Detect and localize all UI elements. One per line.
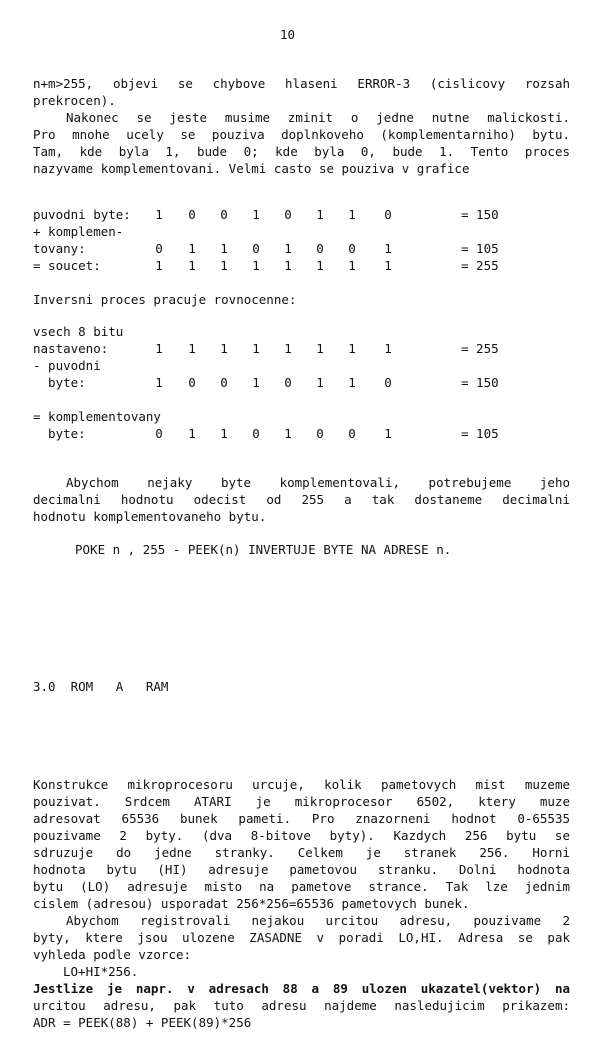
table-row — [33, 357, 573, 374]
row-result: = 255 — [461, 258, 499, 273]
text-line: cislem (adresou) usporadat 256*256=65536 pametovych bunek. — [33, 896, 470, 911]
bit-cell: 1 — [284, 426, 292, 441]
bit-cell: 1 — [188, 341, 196, 356]
table-row — [33, 425, 573, 442]
text-line: urcitou adresu, pak tuto adresu najdeme nasledujicim prikazem: — [33, 998, 570, 1013]
bit-cell: 1 — [252, 375, 260, 390]
bit-cell: 0 — [284, 375, 292, 390]
text-line: Abychom nejaky byte komplementovali, potrebujeme jeho — [66, 475, 570, 490]
table-row — [33, 223, 573, 240]
row-result: = 255 — [461, 341, 499, 356]
bit-cell: 1 — [316, 375, 324, 390]
table-row — [33, 240, 573, 257]
text-line: n+m>255, objevi se chybove hlaseni ERROR-3 (cislicovy rozsah — [33, 76, 570, 91]
bit-cell: 0 — [316, 426, 324, 441]
text-line: decimalni hodnotu odecist od 255 a tak dostaneme decimalni — [33, 492, 570, 507]
row-label: byte: — [33, 375, 86, 390]
section-heading: 3.0 ROM A RAM — [33, 679, 169, 694]
bit-cell: 1 — [220, 341, 228, 356]
bit-cell: 0 — [284, 207, 292, 222]
text-line: hodnotu komplementovaneho bytu. — [33, 509, 267, 524]
inverse-intro — [33, 291, 570, 308]
bit-cell: 0 — [252, 426, 260, 441]
table-row — [33, 206, 573, 223]
bit-cell: 1 — [348, 375, 356, 390]
text-line: pouzivat. Srdcem ATARI je mikroprocesor 6502, ktery muze — [33, 794, 570, 809]
bit-cell: 1 — [155, 258, 163, 273]
bit-cell: 1 — [284, 341, 292, 356]
bit-cell: 1 — [384, 241, 392, 256]
table-row — [33, 323, 573, 340]
bit-cell: 0 — [220, 375, 228, 390]
row-label: byte: — [33, 426, 86, 441]
text-line: Konstrukce mikroprocesoru urcuje, kolik pametovych mist muzeme — [33, 777, 570, 792]
bit-cell: 1 — [155, 375, 163, 390]
bit-cell: 1 — [316, 341, 324, 356]
bit-cell: 0 — [188, 375, 196, 390]
bit-cell: 1 — [252, 258, 260, 273]
bit-cell: 1 — [348, 341, 356, 356]
table-row — [33, 257, 573, 274]
text-line: byty, ktere jsou ulozene ZASADNE v poradi LO,HI. Adresa se pak — [33, 930, 570, 945]
bit-cell: 0 — [384, 207, 392, 222]
bit-cell: 1 — [384, 258, 392, 273]
bit-cell: 1 — [220, 426, 228, 441]
complement-paragraph — [33, 474, 570, 525]
bit-cell: 1 — [188, 258, 196, 273]
text-line: hodnota bytu (HI) adresuje pametovou stranku. Dolni hodnota — [33, 862, 570, 877]
row-result: = 105 — [461, 426, 499, 441]
bit-cell: 1 — [252, 207, 260, 222]
bit-cell: 1 — [188, 426, 196, 441]
text-line: ADR = PEEK(88) + PEEK(89)*256 — [33, 1015, 252, 1030]
row-label: nastaveno: — [33, 341, 109, 356]
bit-cell: 1 — [252, 341, 260, 356]
text-line: Tam, kde byla 1, bude 0; kde byla 0, bude 1. Tento proces — [33, 144, 570, 159]
bit-cell: 0 — [384, 375, 392, 390]
bit-cell: 0 — [155, 426, 163, 441]
row-label: puvodni byte: — [33, 207, 131, 222]
row-label: tovany: — [33, 241, 86, 256]
text-line: sdruzuje do jedne stranky. Celkem je stranek 256. Horni — [33, 845, 570, 860]
text-line: pouzivame 2 byty. (dva 8-bitove byty). Kazdych 256 bytu se — [33, 828, 570, 843]
bit-cell: 0 — [348, 426, 356, 441]
bit-cell: 0 — [188, 207, 196, 222]
table-row — [33, 408, 573, 425]
row-result: = 150 — [461, 375, 499, 390]
bit-cell: 1 — [316, 207, 324, 222]
row-label: - puvodni — [33, 358, 101, 373]
bit-cell: 1 — [316, 258, 324, 273]
table-row — [33, 374, 573, 391]
bit-cell: 1 — [188, 241, 196, 256]
text-line: LO+HI*256. — [63, 964, 139, 979]
page-number: 10 — [279, 27, 296, 42]
bit-cell: 1 — [284, 258, 292, 273]
rom-ram-paragraph — [33, 776, 570, 1031]
bit-cell: 1 — [220, 241, 228, 256]
table-row — [33, 391, 573, 408]
table-row — [33, 340, 573, 357]
text-line: nazyvame komplementovani. Velmi casto se pouziva v grafice — [33, 161, 470, 176]
text-line: Pro mnohe ucely se pouziva doplnkoveho (komplementarniho) bytu. — [33, 127, 570, 142]
text-line: bytu (LO) adresuje misto na pametove strance. Tak lze jednim — [33, 879, 570, 894]
bit-cell: 0 — [155, 241, 163, 256]
text-line: Jestlize je napr. v adresach 88 a 89 ulozen ukazatel(vektor) na — [33, 981, 570, 996]
bit-cell: 1 — [155, 207, 163, 222]
text-line: POKE n , 255 - PEEK(n) INVERTUJE BYTE NA ADRESE n. — [75, 542, 452, 557]
bit-cell: 0 — [220, 207, 228, 222]
text-line: prekrocen). — [33, 93, 116, 108]
row-label: + komplemen- — [33, 224, 124, 239]
bit-cell: 1 — [384, 426, 392, 441]
row-label: = soucet: — [33, 258, 101, 273]
bit-cell: 1 — [155, 341, 163, 356]
intro-paragraph — [33, 75, 570, 177]
text-line: Nakonec se jeste musime zminit o jedne nutne malickosti. — [66, 110, 570, 125]
text-line: Abychom registrovali nejakou urcitou adresu, pouzivame 2 — [66, 913, 570, 928]
row-label: = komplementovany — [33, 409, 161, 424]
row-label: vsech 8 bitu — [33, 324, 124, 339]
bit-cell: 1 — [348, 258, 356, 273]
bit-cell: 0 — [348, 241, 356, 256]
poke-command — [75, 541, 600, 558]
bit-cell: 0 — [316, 241, 324, 256]
bit-cell: 1 — [220, 258, 228, 273]
text-line: vyhleda podle vzorce: — [33, 947, 192, 962]
row-result: = 105 — [461, 241, 499, 256]
row-result: = 150 — [461, 207, 499, 222]
bit-cell: 0 — [252, 241, 260, 256]
text-line: Inversni proces pracuje rovnocenne: — [33, 292, 297, 307]
bit-cell: 1 — [284, 241, 292, 256]
text-line: adresovat 65536 bunek pameti. Pro znazorneni hodnot 0-65535 — [33, 811, 570, 826]
bit-cell: 1 — [348, 207, 356, 222]
bit-cell: 1 — [384, 341, 392, 356]
